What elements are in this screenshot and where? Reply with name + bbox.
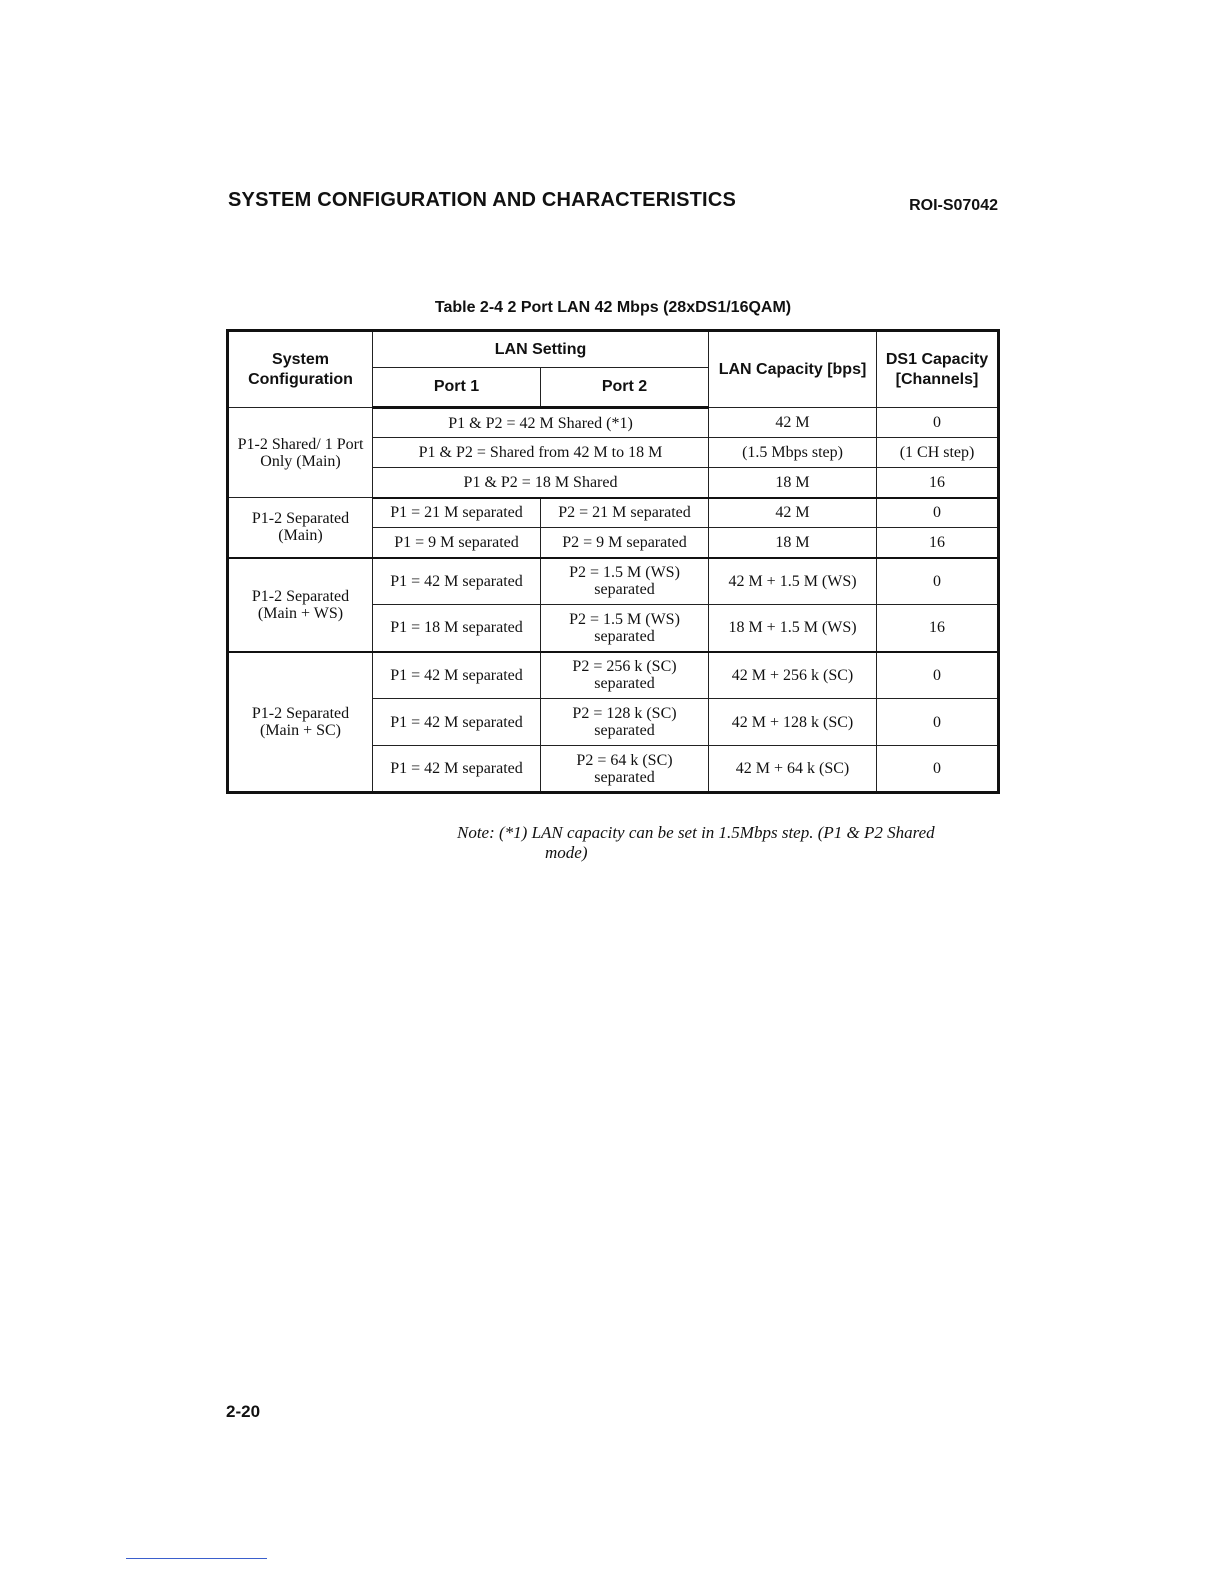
ds1-cell: (1 CH step) (877, 438, 999, 468)
ds1-cell: 16 (877, 605, 999, 652)
ds1-cell: 16 (877, 468, 999, 498)
lan-capacity-cell: 18 M + 1.5 M (WS) (709, 605, 877, 652)
table-row (228, 652, 999, 699)
port1-cell: P1 = 42 M separated (373, 699, 541, 746)
lan-capacity-cell: 18 M (709, 528, 877, 558)
lan-capacity-cell: 42 M (709, 498, 877, 528)
table-row (228, 408, 999, 438)
table-note (457, 823, 1002, 863)
note-line-2: mode) (545, 843, 588, 862)
port2-cell: P2 = 256 k (SC) separated (541, 652, 709, 699)
lan-capacity-cell: 42 M + 1.5 M (WS) (709, 558, 877, 605)
group-label-separated-main: P1-2 Separated (Main) (228, 498, 373, 558)
header-system-configuration: System Configuration (228, 331, 373, 408)
lan-capacity-cell: 42 M (709, 408, 877, 438)
header-ds1-capacity: DS1 Capacity [Channels] (877, 331, 999, 408)
port2-cell: P2 = 21 M separated (541, 498, 709, 528)
group-label-separated-sc: P1-2 Separated (Main + SC) (228, 652, 373, 793)
header-lan-capacity: LAN Capacity [bps] (709, 331, 877, 408)
group-label-shared: P1-2 Shared/ 1 Port Only (Main) (228, 408, 373, 498)
lan-capacity-cell: (1.5 Mbps step) (709, 438, 877, 468)
port2-cell: P2 = 64 k (SC) separated (541, 746, 709, 793)
port1-cell: P1 = 21 M separated (373, 498, 541, 528)
ds1-cell: 0 (877, 558, 999, 605)
header-port2: Port 2 (541, 368, 709, 408)
ds1-cell: 16 (877, 528, 999, 558)
lan-capacity-table (226, 329, 1000, 794)
lan-capacity-cell: 18 M (709, 468, 877, 498)
port1-cell: P1 = 18 M separated (373, 605, 541, 652)
port1-cell: P1 = 42 M separated (373, 652, 541, 699)
section-title: SYSTEM CONFIGURATION AND CHARACTERISTICS (228, 189, 736, 211)
setting-cell: P1 & P2 = 42 M Shared (*1) (373, 408, 709, 438)
setting-cell: P1 & P2 = Shared from 42 M to 18 M (373, 438, 709, 468)
port1-cell: P1 = 42 M separated (373, 558, 541, 605)
table-row (228, 498, 999, 528)
note-line-1: Note: (*1) LAN capacity can be set in 1.5Mbps step. (P1 & P2 Shared (457, 823, 935, 842)
port1-cell: P1 = 9 M separated (373, 528, 541, 558)
header-lan-setting: LAN Setting (373, 331, 709, 368)
ds1-cell: 0 (877, 652, 999, 699)
lan-capacity-cell: 42 M + 128 k (SC) (709, 699, 877, 746)
footer-rule (126, 1558, 267, 1559)
document-number: ROI-S07042 (909, 197, 998, 214)
port1-cell: P1 = 42 M separated (373, 746, 541, 793)
port2-cell: P2 = 128 k (SC) separated (541, 699, 709, 746)
ds1-cell: 0 (877, 746, 999, 793)
ds1-cell: 0 (877, 699, 999, 746)
lan-capacity-cell: 42 M + 64 k (SC) (709, 746, 877, 793)
port2-cell: P2 = 9 M separated (541, 528, 709, 558)
table-row (228, 558, 999, 605)
lan-capacity-cell: 42 M + 256 k (SC) (709, 652, 877, 699)
port2-cell: P2 = 1.5 M (WS) separated (541, 558, 709, 605)
port2-cell: P2 = 1.5 M (WS) separated (541, 605, 709, 652)
page-number: 2-20 (226, 1402, 261, 1421)
group-label-separated-ws: P1-2 Separated (Main + WS) (228, 558, 373, 652)
setting-cell: P1 & P2 = 18 M Shared (373, 468, 709, 498)
ds1-cell: 0 (877, 498, 999, 528)
table-caption: Table 2-4 2 Port LAN 42 Mbps (28xDS1/16QAM) (434, 299, 792, 316)
ds1-cell: 0 (877, 408, 999, 438)
header-port1: Port 1 (373, 368, 541, 408)
